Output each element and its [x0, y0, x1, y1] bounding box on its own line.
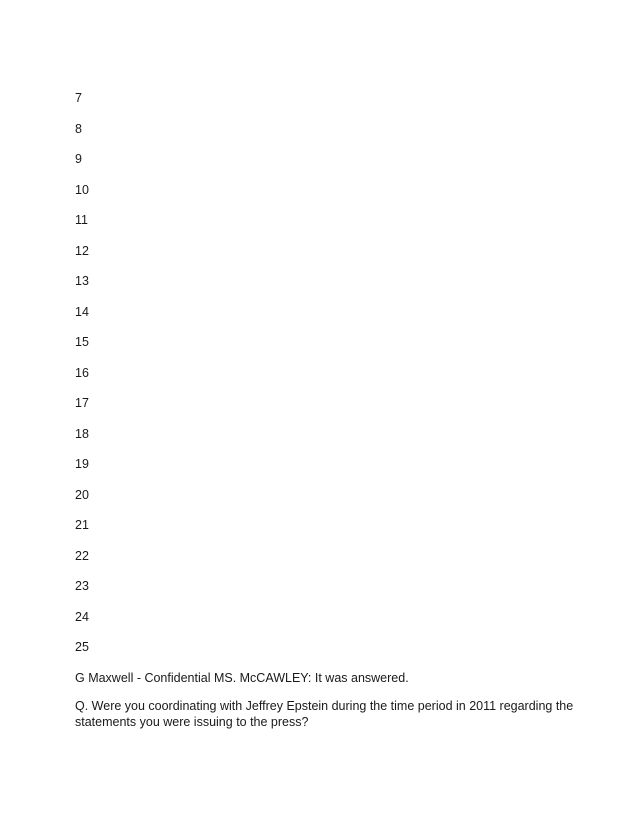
line-number: 18: [75, 426, 89, 441]
question-paragraph: Q. Were you coordinating with Jeffrey Epstein during the time period in 2011 regarding the statements you were issuing to the press?: [75, 699, 574, 729]
line-number: 13: [75, 274, 89, 288]
line-number: 21: [75, 518, 89, 532]
line-number: 15: [75, 335, 89, 349]
line-number: 7: [75, 91, 82, 105]
transcript-text: [75, 670, 575, 742]
line-number: 25: [75, 640, 89, 654]
line-number: 9: [75, 152, 82, 166]
line-number-column: [75, 90, 89, 670]
line-number: 8: [75, 121, 82, 136]
header-line: G Maxwell - Confidential MS. McCAWLEY: It was answered.: [75, 671, 409, 685]
line-number: 10: [75, 182, 89, 197]
line-number: 11: [75, 213, 88, 227]
line-number: 23: [75, 579, 89, 593]
line-number: 24: [75, 609, 89, 624]
line-number: 17: [75, 396, 89, 410]
line-number: 20: [75, 487, 89, 502]
line-number: 12: [75, 243, 89, 258]
line-number: 22: [75, 548, 89, 563]
line-number: 16: [75, 365, 89, 380]
line-number: 14: [75, 304, 89, 319]
line-number: 19: [75, 457, 89, 471]
